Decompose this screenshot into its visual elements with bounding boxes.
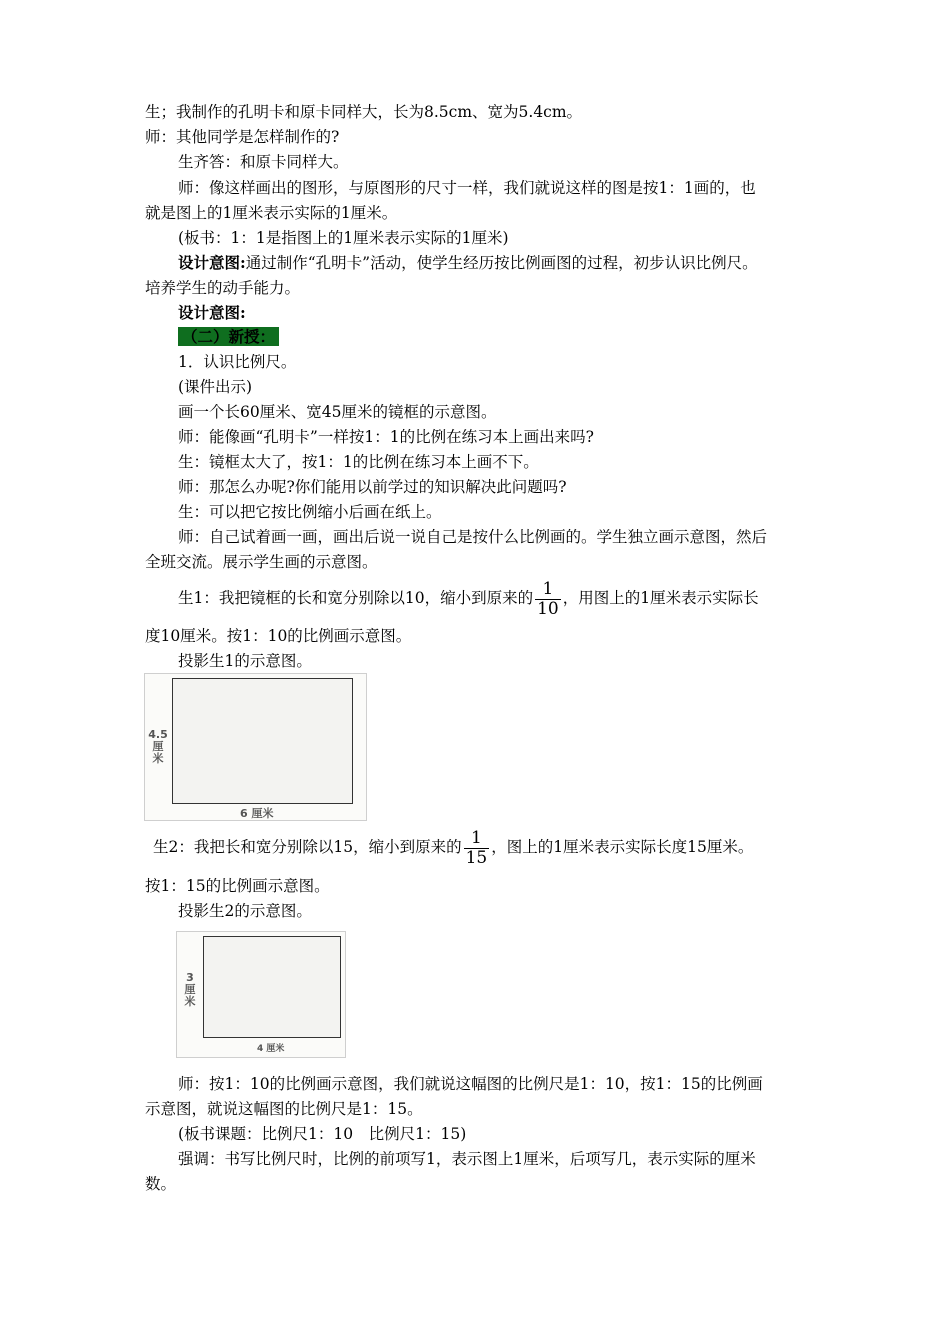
height-label: [147, 729, 169, 765]
design-intent-heading: 设计意图:: [178, 303, 246, 322]
text-line: 画一个长60厘米、宽45厘米的镜框的示意图。: [178, 403, 497, 421]
text-line: 数。: [145, 1175, 177, 1193]
text-line: 1．认识比例尺。: [178, 353, 297, 371]
height-label: [180, 972, 200, 1008]
frame-rectangle: [203, 936, 341, 1038]
text-line: 师：按1：10的比例画示意图，我们就说这幅图的比例尺是1：10，按1：15的比例画: [178, 1075, 763, 1093]
text-line-with-fraction: [153, 825, 753, 869]
text-segment: 生1：我把镜框的长和宽分别除以10，缩小到原来的: [178, 589, 534, 607]
fraction-one-tenth: [535, 580, 561, 619]
text-line: 度10厘米。按1：10的比例画示意图。: [145, 627, 412, 645]
text-line: 生；我制作的孔明卡和原卡同样大，长为8.5cm、宽为5.4cm。: [145, 103, 583, 121]
text-line: 强调：书写比例尺时，比例的前项写1，表示图上1厘米，后项写几，表示实际的厘米: [178, 1150, 756, 1168]
fraction-numerator: 1: [542, 578, 554, 599]
text-line: 全班交流。展示学生画的示意图。: [145, 553, 378, 571]
text-segment: 生2：我把长和宽分别除以15，缩小到原来的: [153, 838, 462, 856]
width-label: 4 厘米: [257, 1044, 285, 1054]
text-line: 师：那怎么办呢?你们能用以前学过的知识解决此问题吗?: [178, 478, 567, 496]
design-intent-text: 通过制作“孔明卡”活动，使学生经历按比例画图的过程，初步认识比例尺。: [245, 254, 758, 272]
design-intent-label: 设计意图:: [178, 253, 246, 272]
fraction-denominator: 10: [537, 598, 559, 619]
frame-rectangle: [172, 678, 353, 804]
design-intent-line: [178, 253, 758, 273]
height-label-unit: 厘 米: [184, 983, 196, 1008]
text-segment: ，用图上的1厘米表示实际长: [562, 589, 759, 607]
text-line: 师：像这样画出的图形，与原图形的尺寸一样，我们就说这样的图是按1：1画的，也: [178, 179, 756, 197]
fraction-denominator: 15: [465, 847, 488, 868]
fraction-one-fifteenth: [464, 829, 490, 868]
text-line: 师：其他同学是怎样制作的?: [145, 128, 340, 146]
text-line: (板书课题：比例尺1：10 比例尺1：15): [178, 1125, 467, 1143]
text-line: 生：可以把它按比例缩小后画在纸上。: [178, 503, 442, 521]
section-heading: [178, 327, 279, 347]
width-label: 6 厘米: [240, 807, 274, 820]
text-line: 就是图上的1厘米表示实际的1厘米。: [145, 204, 398, 222]
text-line: 按1：15的比例画示意图。: [145, 877, 330, 895]
text-line: 生齐答：和原卡同样大。: [178, 153, 349, 171]
text-line: 投影生1的示意图。: [178, 652, 312, 670]
text-line: 师：自己试着画一画，画出后说一说自己是按什么比例画的。学生独立画示意图，然后: [178, 528, 768, 546]
text-line: 示意图，就说这幅图的比例尺是1：15。: [145, 1100, 423, 1118]
text-line: 生：镜框太大了，按1：1的比例在练习本上画不下。: [178, 453, 539, 471]
text-line: 培养学生的动手能力。: [145, 279, 301, 297]
figure-student1-diagram: [144, 673, 367, 821]
text-line-with-fraction: [178, 576, 759, 620]
text-segment: ，图上的1厘米表示实际长度15厘米。: [491, 838, 754, 856]
fraction-numerator: 1: [471, 827, 482, 848]
text-line: 师：能像画“孔明卡”一样按1：1的比例在练习本上画出来吗?: [178, 428, 594, 446]
height-label-unit: 厘 米: [152, 740, 164, 765]
figure-student2-diagram: [176, 931, 346, 1058]
text-line: (课件出示): [178, 378, 253, 396]
height-label-number: 4.5: [148, 728, 168, 741]
text-line: (板书：1：1是指图上的1厘米表示实际的1厘米): [178, 229, 509, 247]
height-label-number: 3: [186, 971, 194, 984]
text-line: 投影生2的示意图。: [178, 902, 312, 920]
highlighted-heading: （二）新授：: [178, 327, 279, 346]
